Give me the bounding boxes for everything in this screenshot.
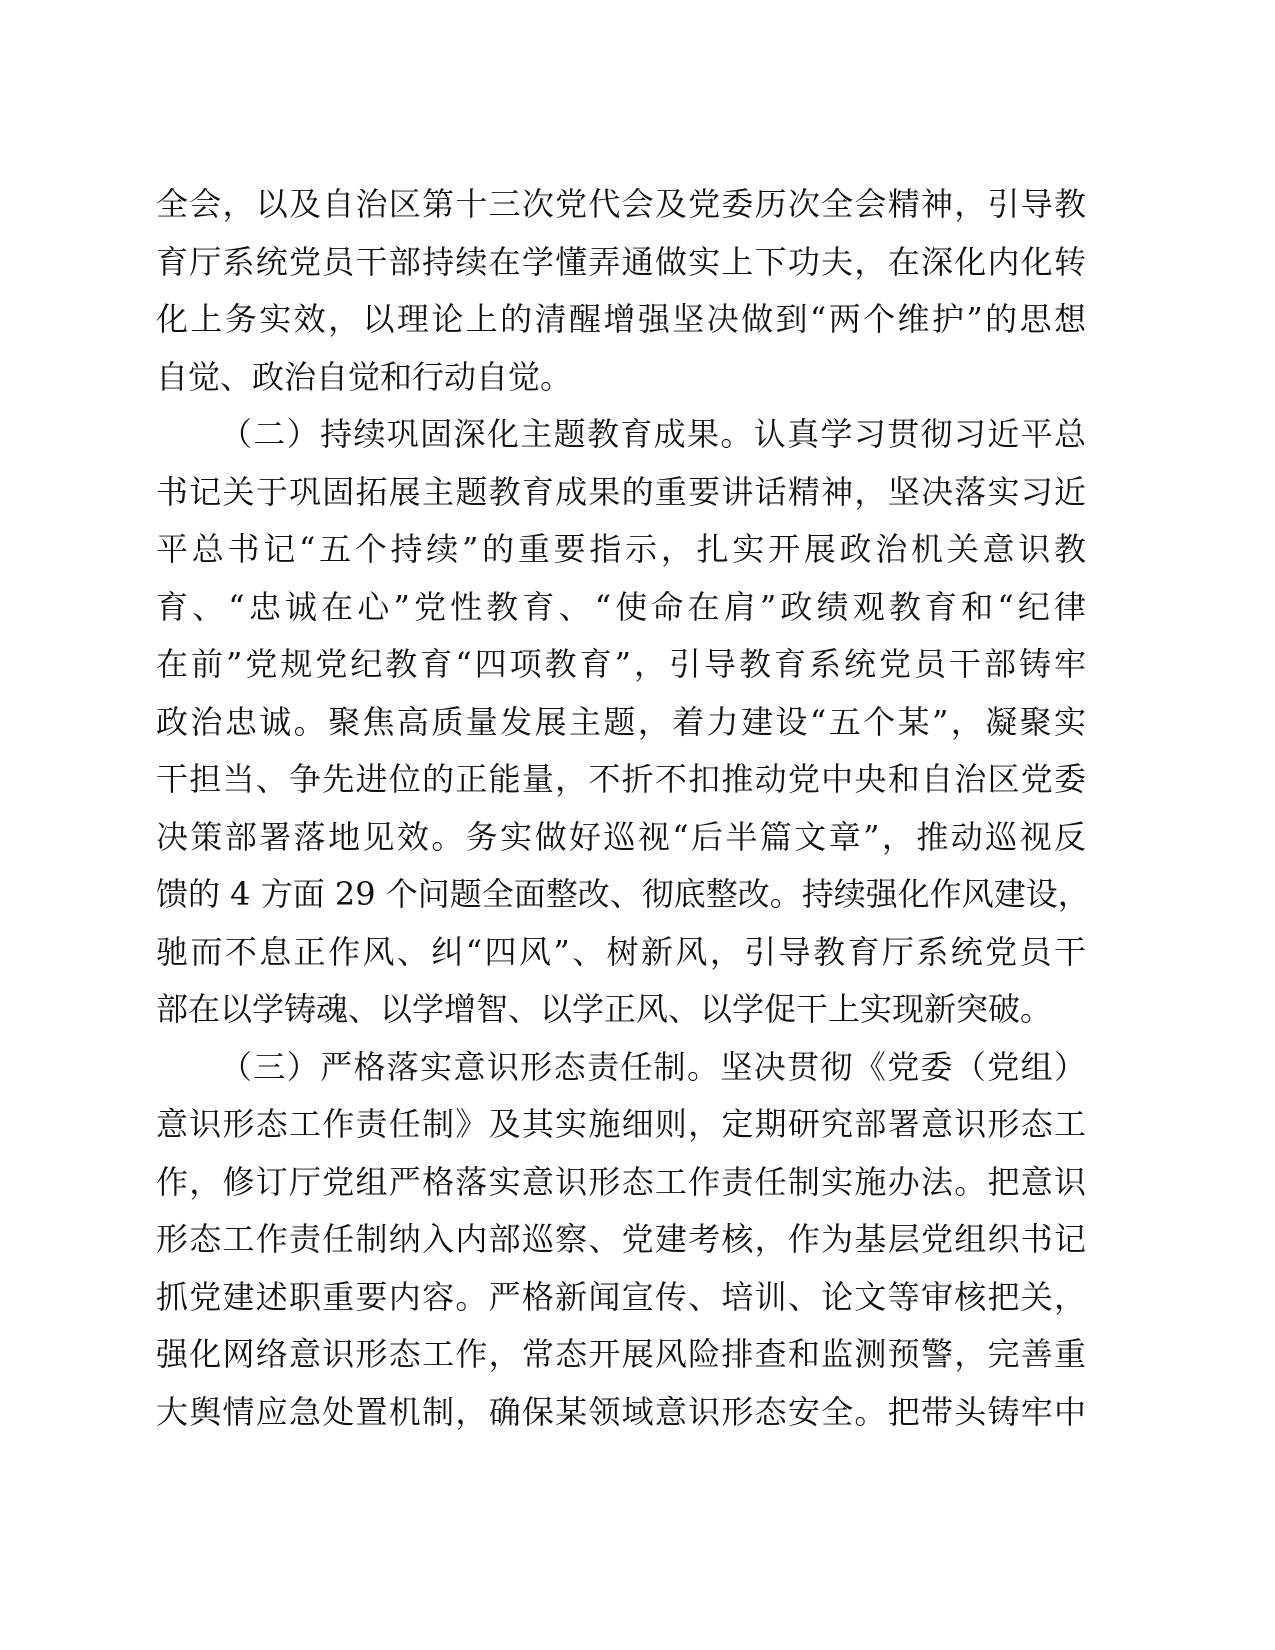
text-line: 抓党建述职重要内容。严格新闻宣传、培训、论文等审核把关，	[156, 1277, 1086, 1316]
text-line: 作，修订厅党组严格落实意识形态工作责任制实施办法。把意识	[156, 1162, 1086, 1201]
text-line: 强化网络意识形态工作，常态开展风险排查和监测预警，完善重	[156, 1335, 1086, 1373]
text-line: 自觉、政治自觉和行动自觉。	[156, 357, 573, 396]
text-line: 在前”党规党纪教育“四项教育”，引导教育系统党员干部铸牢	[156, 645, 1086, 683]
text-line: 书记关于巩固拓展主题教育成果的重要讲话精神，坚决落实习近	[156, 472, 1086, 511]
text-line: 形态工作责任制纳入内部巡察、党建考核，作为基层党组织书记	[156, 1220, 1086, 1258]
text-line: 育厅系统党员干部持续在学懂弄通做实上下功夫，在深化内化转	[156, 242, 1086, 281]
text-line: 育、“忠诚在心”党性教育、“使命在肩”政绩观教育和“纪律	[156, 587, 1086, 626]
text-line: 平总书记“五个持续”的重要指示，扎实开展政治机关意识教	[156, 530, 1086, 568]
text-line: 政治忠诚。聚焦高质量发展主题，着力建设“五个某”，凝聚实	[156, 702, 1086, 741]
body-text	[156, 176, 1090, 1441]
text-line: 大舆情应急处置机制，确保某领域意识形态安全。把带头铸牢中	[156, 1392, 1086, 1431]
text-line: 全会，以及自治区第十三次党代会及党委历次全会精神，引导教	[156, 185, 1086, 223]
text-line: 部在以学铸魂、以学增智、以学正风、以学促干上实现新突破。	[156, 990, 1053, 1028]
text-line: 意识形态工作责任制》及其实施细则，定期研究部署意识形态工	[156, 1105, 1086, 1143]
section-heading-line: （三）严格落实意识形态责任制。坚决贯彻《党委（党组）	[220, 1047, 1086, 1086]
text-line: 决策部署落地见效。务实做好巡视“后半篇文章”，推动巡视反	[156, 817, 1086, 856]
section-heading-line: （二）持续巩固深化主题教育成果。认真学习贯彻习近平总	[220, 415, 1086, 453]
text-line: 馈的 4 方面 29 个问题全面整改、彻底整改。持续强化作风建设，	[156, 875, 1090, 913]
text-line: 驰而不息正作风、纠“四风”、树新风，引导教育厅系统党员干	[156, 932, 1086, 971]
text-line: 化上务实效，以理论上的清醒增强坚决做到“两个维护”的思想	[156, 300, 1086, 338]
text-line: 干担当、争先进位的正能量，不折不扣推动党中央和自治区党委	[156, 760, 1086, 798]
